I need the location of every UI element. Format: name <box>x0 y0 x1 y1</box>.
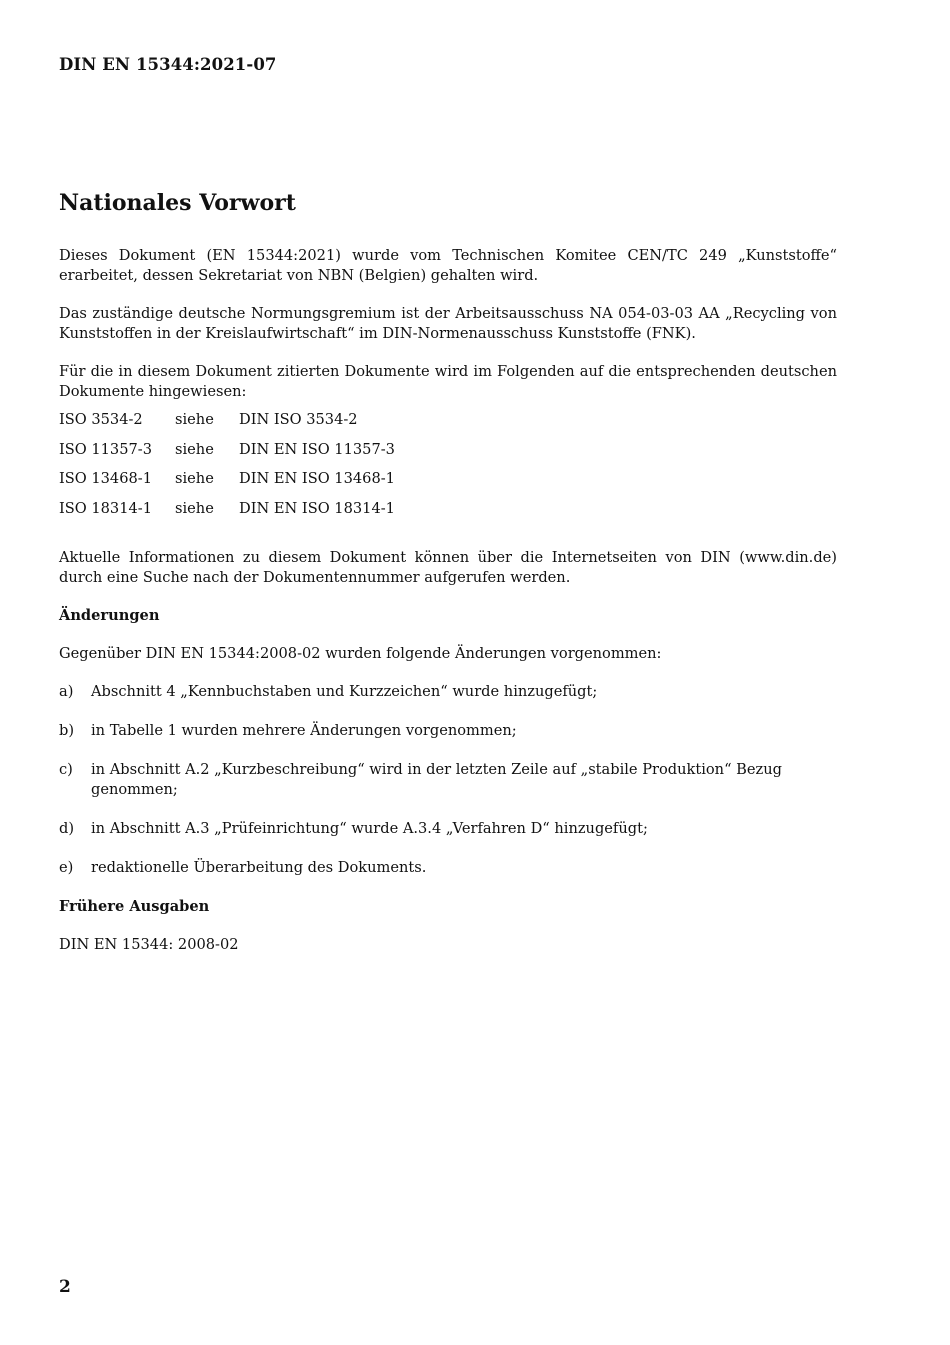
changes-intro: Gegenüber DIN EN 15344:2008-02 wurden folgende Änderungen vorgenommen: <box>59 645 662 662</box>
list-item-label: b) <box>59 722 75 739</box>
list-item <box>59 721 837 741</box>
list-item <box>59 760 837 800</box>
din-reference: DIN EN ISO 13468-1 <box>239 470 395 487</box>
list-item-text: Abschnitt 4 „Kennbuchstaben und Kurzzeichen“ wurde hinzugefügt; <box>91 683 598 700</box>
page-number: 2 <box>59 1277 71 1297</box>
list-item <box>59 858 837 878</box>
changes-list <box>59 682 837 878</box>
reference-table <box>59 410 395 528</box>
list-item-text: in Tabelle 1 wurden mehrere Änderungen vorgenommen; <box>91 722 517 739</box>
earlier-editions-text: DIN EN 15344: 2008-02 <box>59 936 239 953</box>
see-label: siehe <box>175 440 214 458</box>
list-item-text: in Abschnitt A.2 „Kurzbeschreibung“ wird in der letzten Zeile auf „stabile Produktion“ Bezug genommen; <box>91 761 782 798</box>
iso-reference: ISO 18314-1 <box>59 499 153 517</box>
table-row <box>59 410 395 440</box>
earlier-editions-heading: Frühere Ausgaben <box>59 898 210 915</box>
list-item <box>59 819 837 839</box>
document-header: DIN EN 15344:2021-07 <box>59 55 277 74</box>
din-reference: DIN ISO 3534-2 <box>239 411 358 428</box>
paragraph-info: Aktuelle Informationen zu diesem Dokument können über die Internetseiten von DIN (www.din.de) durch eine Suche nach der Dokumentennummer aufgerufen werden. <box>59 549 837 586</box>
iso-reference: ISO 3534-2 <box>59 411 143 428</box>
list-item-label: c) <box>59 761 73 778</box>
din-reference: DIN EN ISO 11357-3 <box>239 440 395 458</box>
table-row <box>59 499 395 529</box>
changes-heading: Änderungen <box>59 607 160 624</box>
list-item-text: redaktionelle Überarbeitung des Dokuments. <box>91 859 427 876</box>
table-row <box>59 469 395 499</box>
list-item-label: e) <box>59 859 74 876</box>
paragraph-standards-body: Das zuständige deutsche Normungsgremium ist der Arbeitsausschuss NA 054-03-03 AA „Recycling von Kunststoffen in der Kreislaufwirtschaft“ im DIN-Normenausschuss Kunststoffe (FNK). <box>59 305 837 342</box>
see-label: siehe <box>175 499 214 517</box>
iso-reference: ISO 11357-3 <box>59 440 153 458</box>
list-item-label: a) <box>59 683 74 700</box>
table-row <box>59 440 395 470</box>
list-item <box>59 682 837 702</box>
paragraph-committee: Dieses Dokument (EN 15344:2021) wurde vom Technischen Komitee CEN/TC 249 „Kunststoffe“ erarbeitet, dessen Sekretariat von NBN (Belgien) gehalten wird. <box>59 247 837 284</box>
page-title: Nationales Vorwort <box>59 190 296 216</box>
list-item-text: in Abschnitt A.3 „Prüfeinrichtung“ wurde A.3.4 „Verfahren D“ hinzugefügt; <box>91 820 648 837</box>
see-label: siehe <box>175 411 214 428</box>
list-item-label: d) <box>59 820 75 837</box>
iso-reference: ISO 13468-1 <box>59 470 153 487</box>
din-reference: DIN EN ISO 18314-1 <box>239 499 395 517</box>
paragraph-references-intro: Für die in diesem Dokument zitierten Dokumente wird im Folgenden auf die entsprechenden deutschen Dokumente hingewiesen: <box>59 363 837 400</box>
see-label: siehe <box>175 470 214 487</box>
page-content <box>59 188 837 973</box>
